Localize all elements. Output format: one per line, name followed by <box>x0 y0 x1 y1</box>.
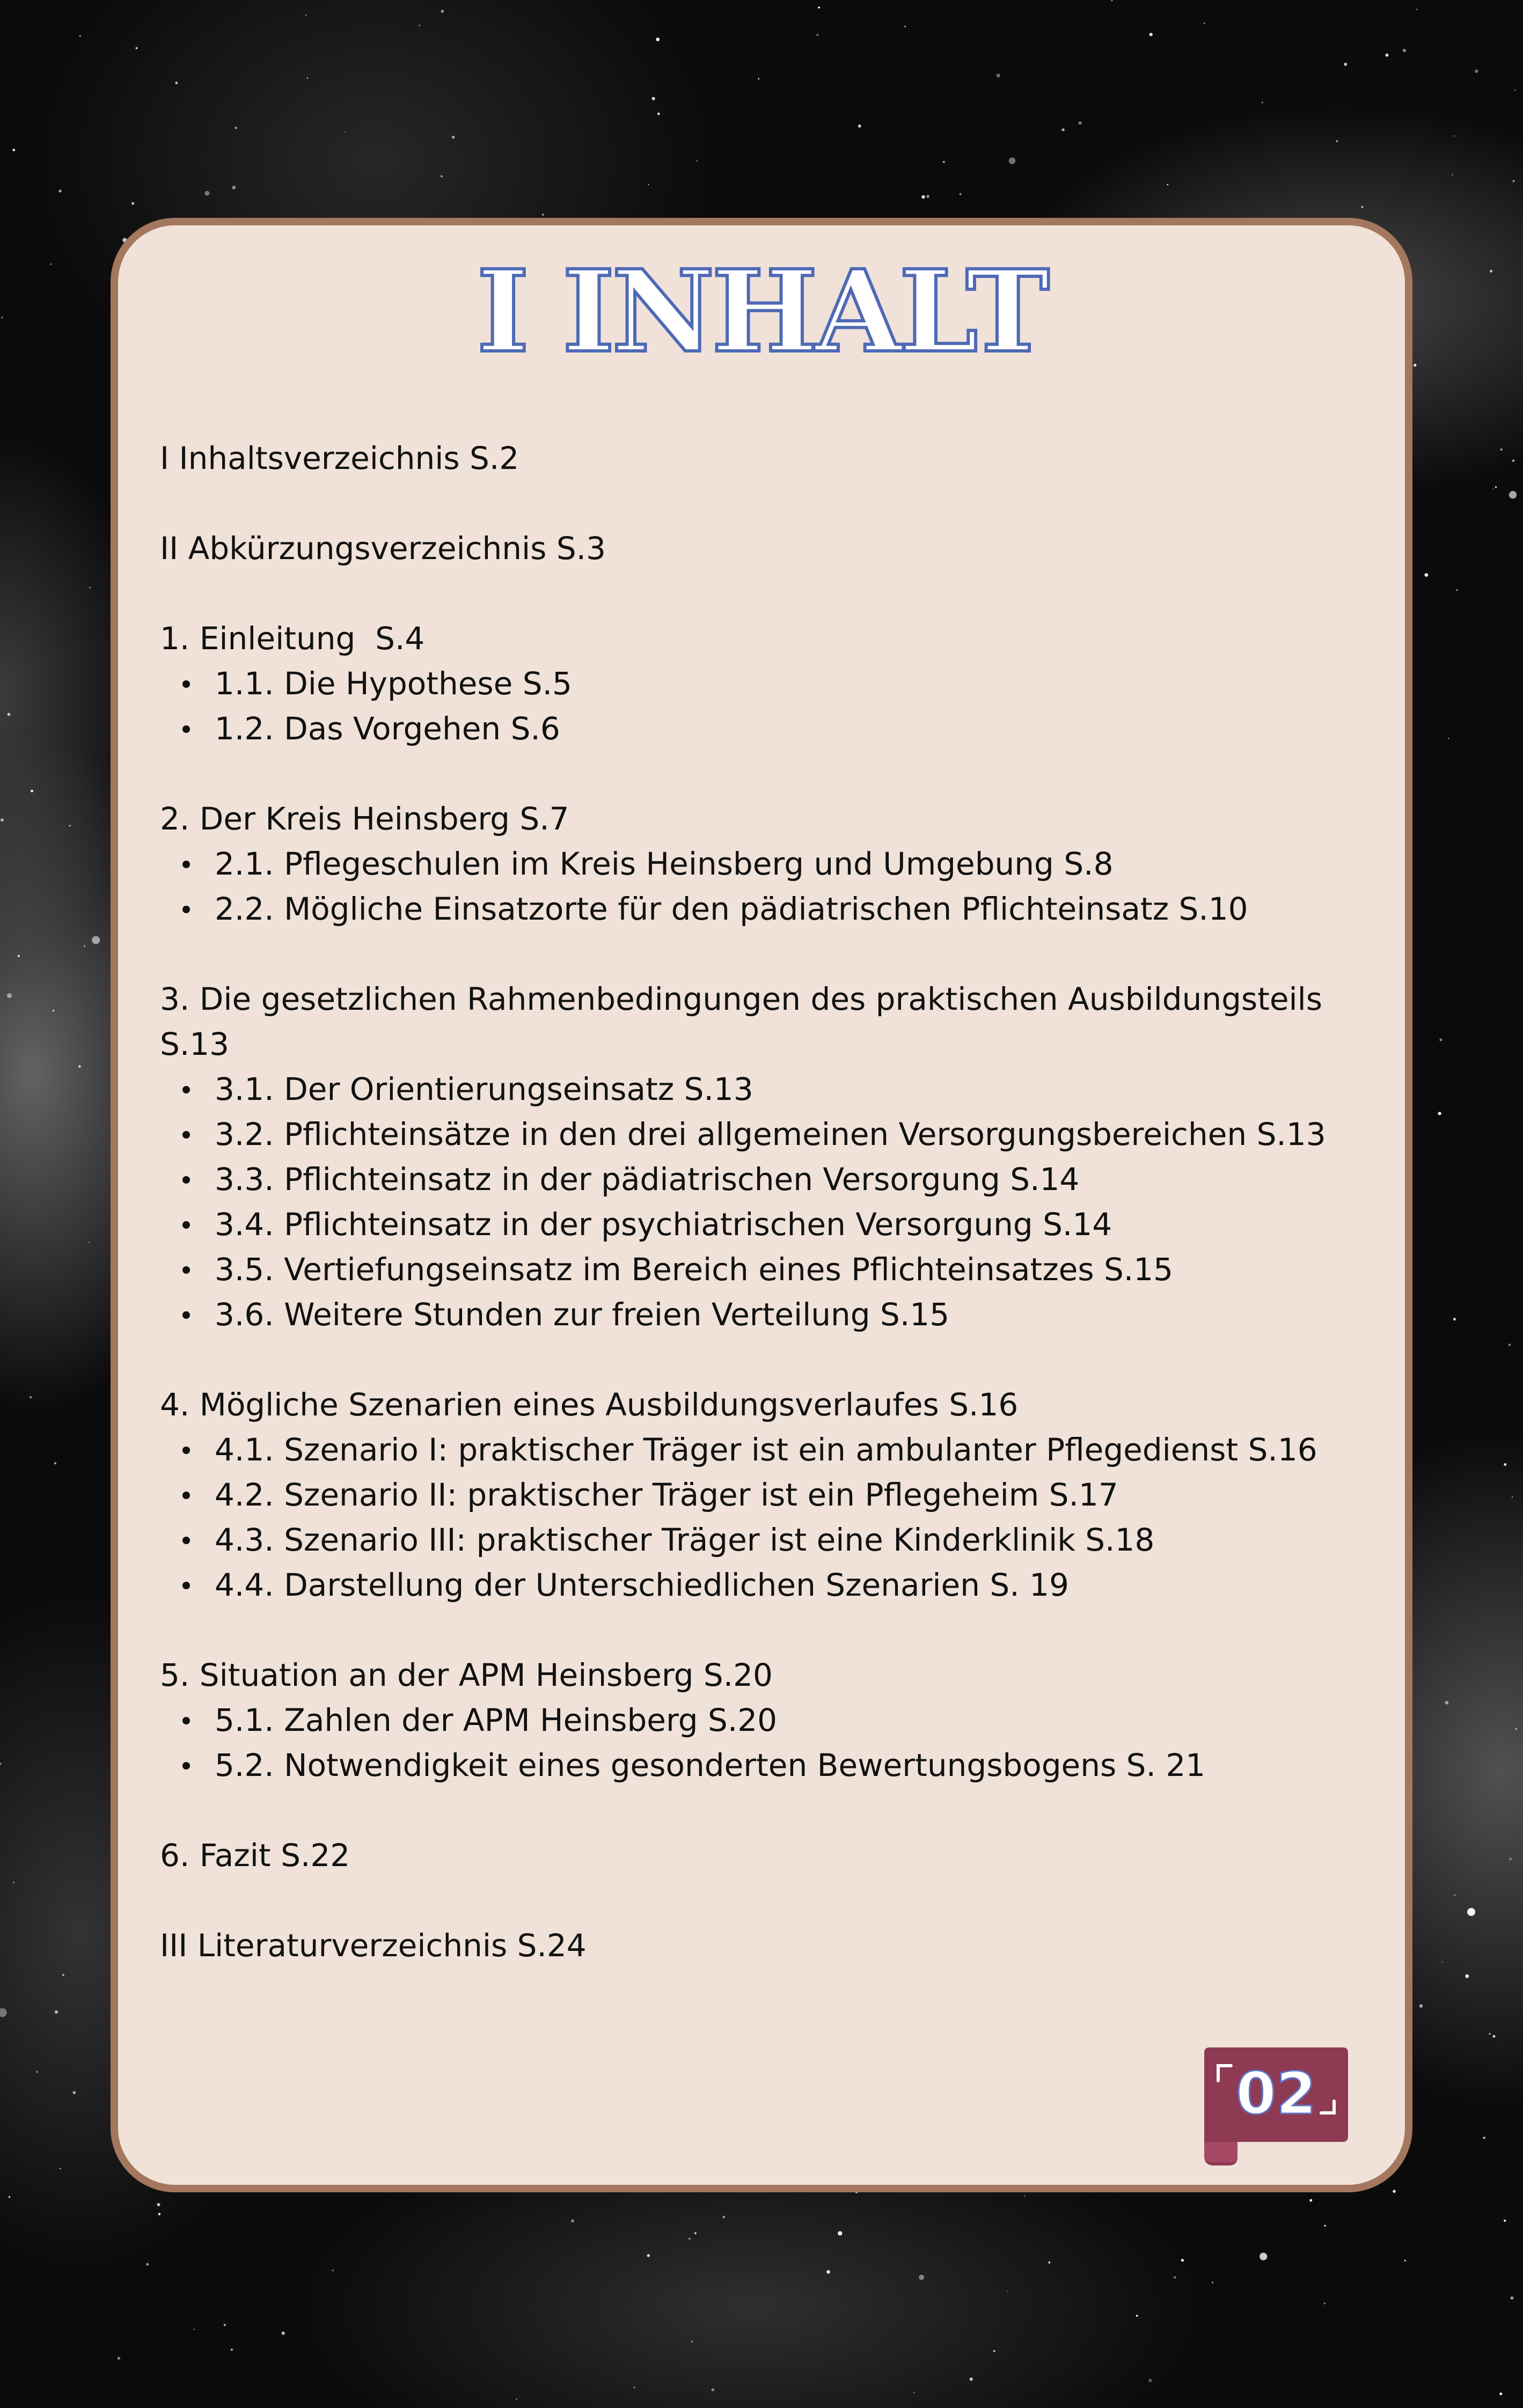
toc-section-heading: III Literaturverzeichnis S.24 <box>160 1927 587 1964</box>
star <box>697 160 698 161</box>
star <box>1262 101 1263 103</box>
toc-section <box>160 1653 1389 1788</box>
star <box>1504 2220 1506 2222</box>
star <box>1149 33 1153 36</box>
star <box>441 10 444 13</box>
toc-section <box>160 616 1389 751</box>
toc-subsection-list <box>160 1698 1389 1788</box>
star <box>1512 1496 1513 1497</box>
page-title: I INHALT <box>477 245 1046 378</box>
toc-subsection-item: 4.3. Szenario III: praktischer Träger ist eine Kinderklinik S.18 <box>160 1517 1389 1562</box>
toc-subsection-list <box>160 661 1389 751</box>
star <box>307 77 309 79</box>
star <box>1344 63 1347 66</box>
star <box>1499 2392 1502 2395</box>
star <box>89 1242 90 1243</box>
star <box>1513 180 1515 182</box>
toc-subsection-item: 4.4. Darstellung der Unterschiedlichen Szenarien S. 19 <box>160 1562 1389 1607</box>
star <box>970 2377 973 2381</box>
star <box>282 2331 285 2334</box>
toc-subsection-item: 5.2. Notwendigkeit eines gesonderten Bewertungsbogens S. 21 <box>160 1743 1389 1788</box>
star <box>904 26 906 27</box>
toc-section <box>160 977 1389 1337</box>
toc-subsection-item: 3.5. Vertiefungseinsatz im Bereich eines Pflichteinsatzes S.15 <box>160 1247 1389 1292</box>
toc-section <box>160 1382 1389 1607</box>
star <box>1167 184 1169 186</box>
star <box>60 2168 61 2169</box>
star <box>55 2010 58 2014</box>
star <box>723 2216 725 2218</box>
star <box>1512 460 1514 462</box>
star <box>1007 2291 1008 2292</box>
star <box>652 97 655 100</box>
star <box>13 149 16 151</box>
toc-subsection-item: 2.1. Pflegeschulen im Kreis Heinsberg und Umgebung S.8 <box>160 841 1389 886</box>
star <box>1452 174 1453 175</box>
toc-subsection-item: 2.2. Mögliche Einsatzorte für den pädiatrischen Pflichteinsatz S.10 <box>160 886 1389 931</box>
toc-subsection-item: 3.4. Pflichteinsatz in der psychiatrischen Versorgung S.14 <box>160 1202 1389 1247</box>
star <box>1419 2005 1423 2008</box>
star <box>1024 2196 1026 2197</box>
star <box>1438 1112 1441 1115</box>
star <box>816 34 819 36</box>
toc-subsection-item: 3.6. Weitere Stunden zur freien Verteilung S.15 <box>160 1292 1389 1337</box>
table-of-contents-card <box>111 218 1412 2192</box>
star <box>79 35 81 37</box>
star <box>818 6 820 9</box>
toc-subsection-item: 5.1. Zahlen der APM Heinsberg S.20 <box>160 1698 1389 1743</box>
star <box>62 1974 64 1976</box>
toc-subsection-item: 4.1. Szenario I: praktischer Träger ist ein ambulanter Pflegedienst S.16 <box>160 1427 1389 1472</box>
star <box>0 2008 7 2017</box>
star <box>441 175 443 178</box>
star <box>58 189 61 192</box>
star <box>1514 90 1516 91</box>
page-number-badge <box>1204 2047 1348 2165</box>
star <box>960 193 962 195</box>
star <box>54 1462 56 1464</box>
toc-section <box>160 796 1389 931</box>
star <box>1009 157 1016 164</box>
star <box>1393 2190 1395 2193</box>
star <box>694 2232 697 2234</box>
toc-section-heading: 5. Situation an der APM Heinsberg S.20 <box>160 1657 773 1693</box>
star <box>1061 128 1064 131</box>
star <box>157 2203 160 2206</box>
star <box>1442 1962 1443 1963</box>
star <box>1174 2276 1176 2278</box>
star <box>18 955 20 957</box>
star <box>194 2329 195 2330</box>
star <box>1509 491 1517 498</box>
star <box>158 2213 161 2215</box>
star <box>305 14 306 16</box>
star <box>146 2263 149 2266</box>
star <box>1483 2137 1485 2139</box>
star <box>1309 2199 1312 2202</box>
star <box>131 202 134 205</box>
star <box>224 2324 226 2326</box>
star <box>657 113 660 115</box>
star <box>1467 1908 1475 1916</box>
toc-section-heading: 6. Fazit S.22 <box>160 1837 350 1874</box>
star <box>30 1396 32 1398</box>
star <box>53 1010 54 1011</box>
star <box>78 1065 81 1068</box>
star <box>231 2348 233 2351</box>
star <box>1079 121 1082 124</box>
toc-section-heading: 1. Einleitung S.4 <box>160 620 425 657</box>
star <box>84 945 85 946</box>
star <box>89 587 91 589</box>
star <box>1500 449 1503 451</box>
star <box>175 82 178 84</box>
star <box>1 819 4 822</box>
star <box>1336 140 1338 142</box>
toc-subsection-item: 3.1. Der Orientierungseinsatz S.13 <box>160 1067 1389 1112</box>
star <box>1456 589 1458 591</box>
star <box>1490 270 1492 273</box>
star <box>118 2357 121 2360</box>
star <box>1416 9 1417 10</box>
star <box>919 2275 924 2280</box>
star <box>8 713 11 716</box>
star <box>1425 573 1429 577</box>
toc-section <box>160 526 1389 571</box>
star <box>542 214 544 216</box>
star <box>235 127 237 129</box>
star <box>1048 2262 1050 2264</box>
star <box>1454 135 1455 136</box>
star <box>1515 1728 1517 1730</box>
star <box>1492 2035 1495 2038</box>
star <box>1448 738 1449 739</box>
star <box>712 2388 715 2391</box>
star <box>1475 69 1478 73</box>
toc-section-heading: I Inhaltsverzeichnis S.2 <box>160 440 519 476</box>
star <box>1404 2260 1407 2262</box>
star <box>1509 1858 1512 1860</box>
page-number: 02 <box>1235 2060 1317 2127</box>
star <box>136 47 138 49</box>
star <box>13 1882 14 1883</box>
toc-section-heading: 2. Der Kreis Heinsberg S.7 <box>160 801 569 837</box>
star <box>204 191 209 196</box>
star <box>1136 2315 1138 2317</box>
toc-section <box>160 1833 1389 1878</box>
toc-subsection-item: 4.2. Szenario II: praktischer Träger ist ein Pflegeheim S.17 <box>160 1472 1389 1517</box>
star <box>921 195 925 199</box>
toc-section-heading: 4. Mögliche Szenarien eines Ausbildungsverlaufes S.16 <box>160 1386 1019 1423</box>
star <box>516 2398 517 2400</box>
star <box>1454 1895 1455 1896</box>
star <box>633 2387 635 2389</box>
star <box>69 825 71 827</box>
star <box>1386 54 1389 57</box>
toc-subsection-list <box>160 1067 1389 1337</box>
star <box>452 136 455 139</box>
star <box>1453 1318 1456 1320</box>
star <box>1504 1463 1506 1466</box>
star <box>1361 206 1364 208</box>
star <box>345 132 346 133</box>
toc-section-heading: 3. Die gesetzlichen Rahmenbedingungen des praktischen Ausbildungsteils S.13 <box>160 981 1332 1062</box>
star <box>73 2091 76 2094</box>
star <box>1509 1344 1511 1346</box>
star <box>689 2237 691 2240</box>
star <box>1511 2296 1514 2300</box>
star <box>92 936 100 944</box>
star <box>332 2270 334 2272</box>
star <box>656 38 660 41</box>
star <box>1181 2259 1184 2262</box>
star <box>1489 2033 1491 2035</box>
star <box>1414 364 1416 366</box>
star <box>36 2071 38 2073</box>
star <box>997 74 1000 77</box>
toc-section <box>160 1923 1389 1968</box>
star <box>1445 1701 1449 1705</box>
star <box>1260 2253 1267 2260</box>
star <box>993 2350 995 2352</box>
star <box>1204 23 1205 24</box>
star <box>7 993 12 998</box>
toc-subsection-item: 1.2. Das Vorgehen S.6 <box>160 706 1389 751</box>
star <box>647 2254 650 2257</box>
star <box>1212 2282 1213 2284</box>
star <box>691 2340 693 2343</box>
toc-subsection-item: 3.2. Pflichteinsätze in den drei allgemeinen Versorgungsbereichen S.13 <box>160 1112 1389 1157</box>
star <box>1439 1039 1442 1041</box>
star <box>943 161 945 163</box>
star <box>1324 2225 1326 2227</box>
toc-section-heading: II Abkürzungsverzeichnis S.3 <box>160 530 606 567</box>
star <box>1324 2302 1326 2304</box>
star <box>1111 0 1114 2</box>
star <box>571 2219 574 2222</box>
toc-subsection-item: 1.1. Die Hypothese S.5 <box>160 661 1389 706</box>
star <box>758 78 760 80</box>
toc-subsection-list <box>160 1427 1389 1607</box>
star <box>1465 1974 1469 1978</box>
star <box>1495 486 1497 488</box>
star <box>9 2196 10 2198</box>
star <box>31 790 33 792</box>
star <box>50 263 52 265</box>
star <box>826 2270 830 2274</box>
toc-subsection-item: 3.3. Pflichteinsatz in der pädiatrischen Versorgung S.14 <box>160 1157 1389 1202</box>
toc-subsection-list <box>160 841 1389 931</box>
star <box>232 186 236 189</box>
star <box>926 195 929 198</box>
star <box>1493 488 1494 489</box>
toc-section <box>160 436 1389 481</box>
table-of-contents <box>160 436 1389 2013</box>
star <box>419 25 420 26</box>
star <box>1 317 3 319</box>
star <box>858 124 861 128</box>
star <box>1403 49 1407 53</box>
star <box>838 2231 842 2235</box>
star <box>1148 2379 1152 2382</box>
star <box>648 184 649 185</box>
star <box>913 2392 915 2394</box>
star <box>0 1763 2 1765</box>
